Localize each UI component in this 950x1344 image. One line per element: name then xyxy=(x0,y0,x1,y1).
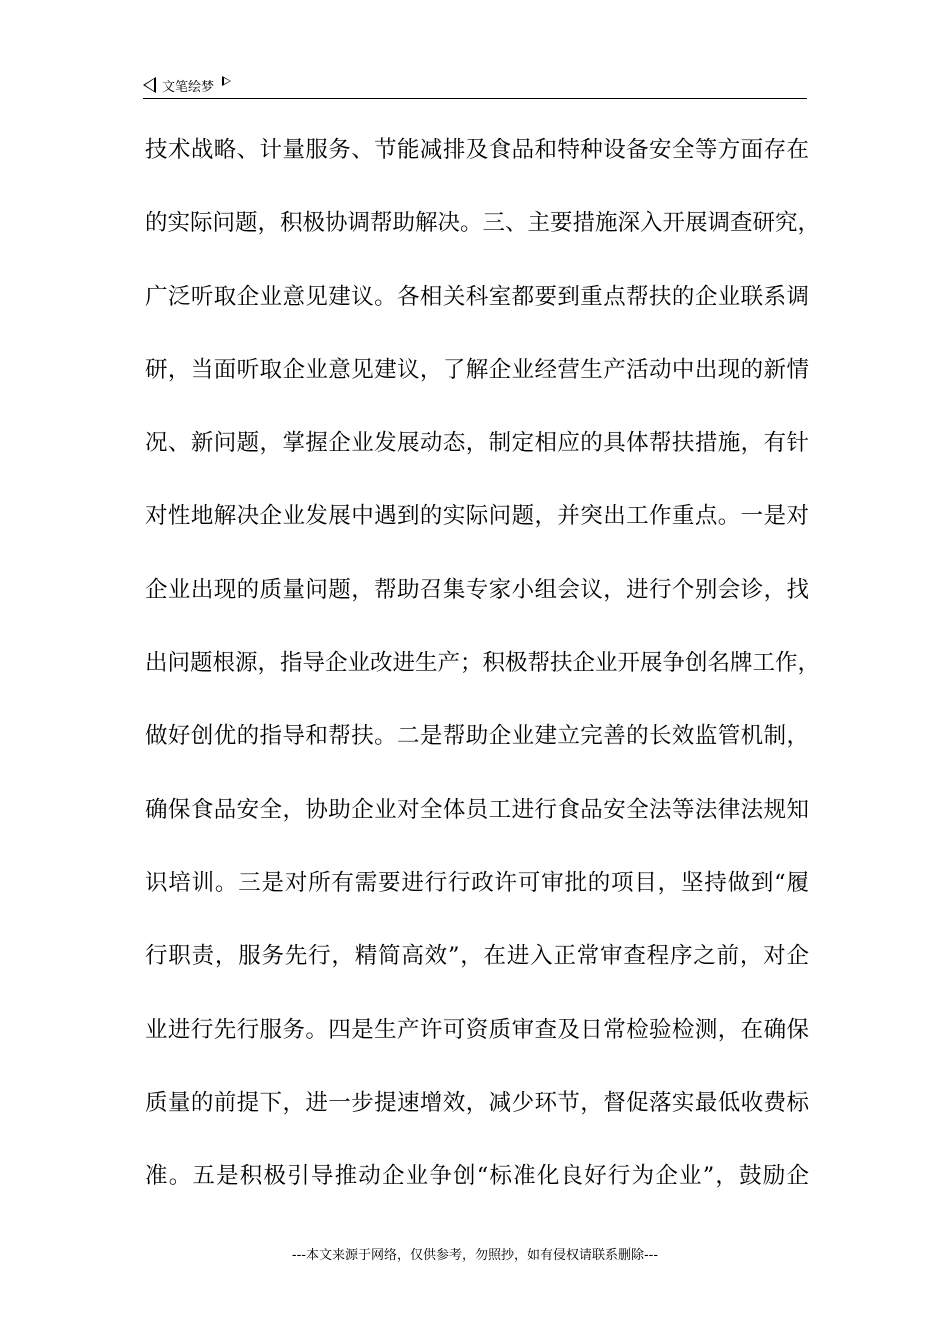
text-line: 况、新问题，掌握企业发展动态，制定相应的具体帮扶措施，有针 xyxy=(145,430,809,457)
header-title: 文笔绘梦 xyxy=(162,79,215,95)
text-line: 技术战略、计量服务、节能减排及食品和特种设备安全等方面存在 xyxy=(145,137,809,163)
text-line: 质量的前提下，进一步提速增效，减少环节，督促落实最低收费标 xyxy=(145,1089,809,1116)
header-divider xyxy=(143,98,807,99)
text-line: 企业出现的质量问题，帮助召集专家小组会议，进行个别会诊，找 xyxy=(145,576,809,603)
text-line: 确保食品安全，协助企业对全体员工进行食品安全法等法律法规知 xyxy=(145,796,809,823)
text-line: 业进行先行服务。四是生产许可资质审查及日常检验检测，在确保 xyxy=(145,1016,809,1043)
text-line: 的实际问题，积极协调帮助解决。三、主要措施深入开展调查研究， xyxy=(145,210,821,237)
text-line: 识培训。三是对所有需要进行行政许可审批的项目，坚持做到“履 xyxy=(145,869,809,896)
triangle-left-icon xyxy=(143,77,156,93)
text-line: 行职责，服务先行，精简高效”，在进入正常审查程序之前，对企 xyxy=(145,943,809,970)
footer-disclaimer: ---本文来源于网络，仅供参考，勿照抄，如有侵权请联系删除--- xyxy=(291,1248,659,1263)
page-header xyxy=(143,72,231,98)
text-line: 出问题根源，指导企业改进生产；积极帮扶企业开展争创名牌工作， xyxy=(145,650,821,677)
text-line: 研，当面听取企业意见建议，了解企业经营生产活动中出现的新情 xyxy=(145,356,809,383)
text-line: 准。五是积极引导推动企业争创“标准化良好行为企业”，鼓励企 xyxy=(145,1163,809,1190)
triangle-right-icon xyxy=(222,76,231,86)
body-text xyxy=(145,130,821,1229)
text-line: 做好创优的指导和帮扶。二是帮助企业建立完善的长效监管机制， xyxy=(145,723,809,750)
text-line: 广泛听取企业意见建议。各相关科室都要到重点帮扶的企业联系调 xyxy=(145,283,809,310)
text-line: 对性地解决企业发展中遇到的实际问题，并突出工作重点。一是对 xyxy=(145,503,809,530)
